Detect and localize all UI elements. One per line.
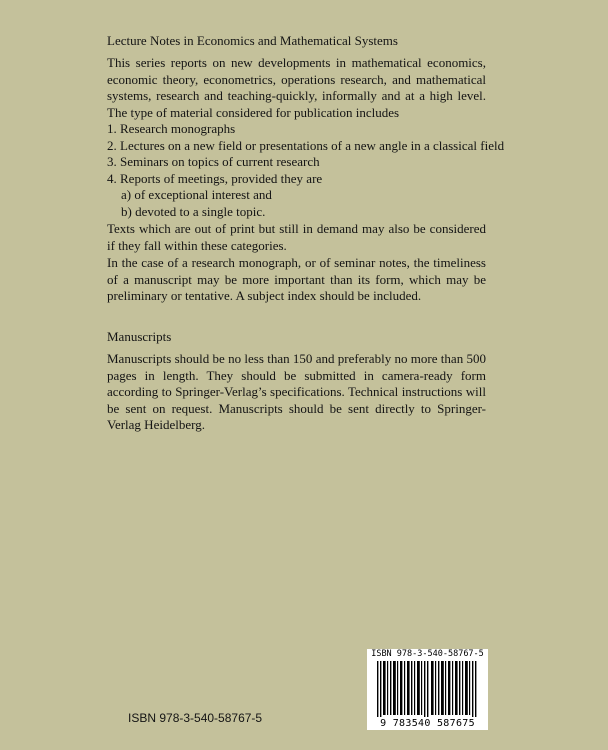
list-item: 4. Reports of meetings, provided they are <box>107 170 323 186</box>
list-subitem: a) of exceptional interest and <box>121 187 272 202</box>
list-item: 3. Seminars on topics of current research <box>107 154 320 169</box>
monograph-paragraph: In the case of a research monograph, or of seminar notes, the timeliness of a manuscript may be more important than its form, which may be preliminary or tentative. A subject index should be included. <box>107 255 486 303</box>
list-subitem: b) devoted to a single topic. <box>121 203 266 219</box>
manuscripts-heading: Manuscripts <box>107 329 172 344</box>
manuscripts-paragraph: Manuscripts should be no less than 150 and preferably no more than 500 pages in length. They should be submitted in camera-ready form according to Springer-Verlag’s specifications. Technical instructions will be sent on request. Manuscripts should be sent directly to Springer-Verlag Heidelberg. <box>107 351 486 432</box>
barcode <box>367 649 488 730</box>
intro-paragraph: This series reports on new developments in mathematical economics, economic theory, econometrics, operations research, and mathematical systems, research and teaching-quickly, informally and at a high level. The type of material considered for publication includes <box>107 55 486 120</box>
list-item: 1. Research monographs <box>107 121 236 136</box>
out-of-print-paragraph: Texts which are out of print but still in demand may also be considered if they fall within these categories. <box>107 221 486 253</box>
publication-types-list <box>107 121 505 220</box>
series-title: Lecture Notes in Economics and Mathematical Systems <box>107 33 398 48</box>
isbn-text: ISBN 978-3-540-58767-5 <box>128 711 263 725</box>
barcode-bars <box>371 661 484 717</box>
barcode-digits: 9 783540 587675 <box>380 718 475 729</box>
barcode-isbn-label: ISBN 978-3-540-58767-5 <box>371 649 484 659</box>
list-item: 2. Lectures on a new field or presentations of a new angle in a classical field <box>107 137 505 153</box>
